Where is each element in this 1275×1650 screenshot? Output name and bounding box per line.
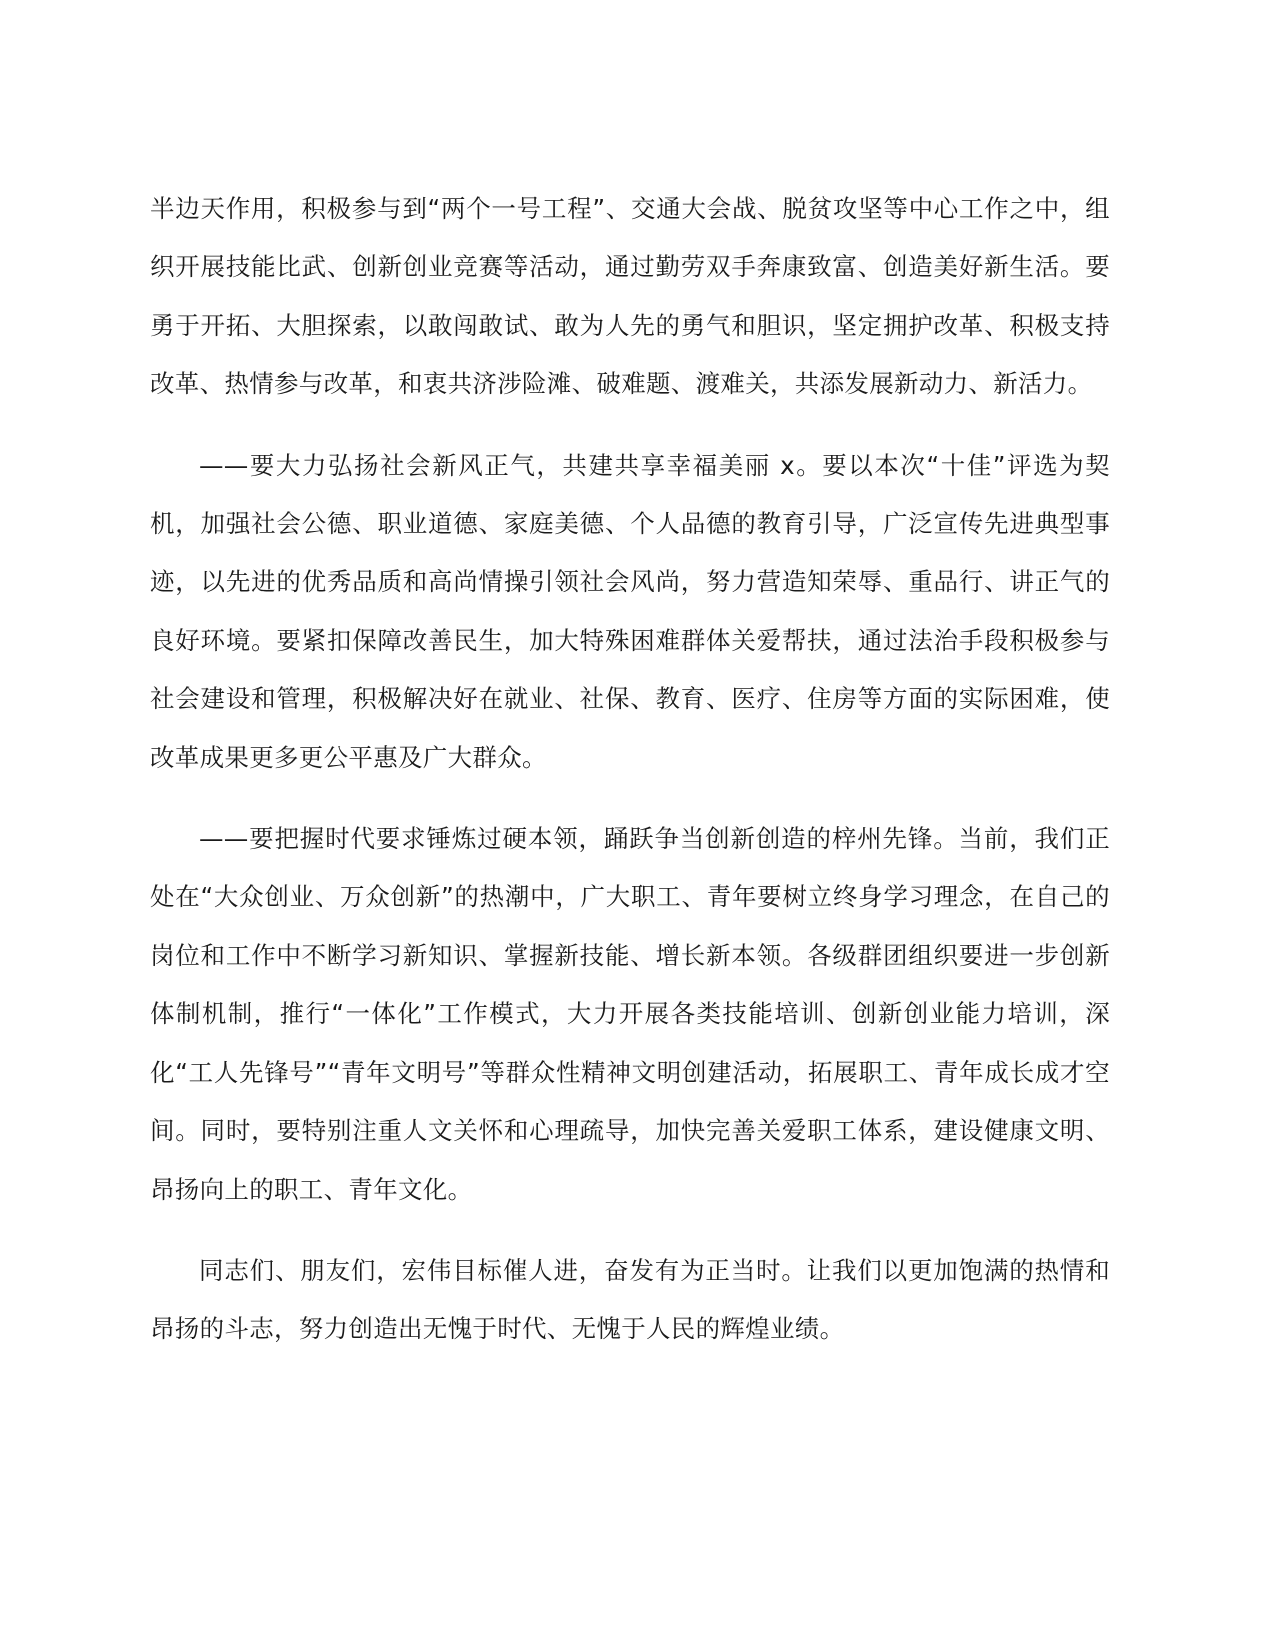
paragraph-1: 半边天作用，积极参与到“两个一号工程”、交通大会战、脱贫攻坚等中心工作之中，组织开展技能比武、创新创业竞赛等活动，通过勤劳双手奔康致富、创造美好新生活。要勇于开拓、大胆探索，以敢闯敢试、敢为人先的勇气和胆识，坚定拥护改革、积极支持改革、热情参与改革，和衷共济涉险滩、破难题、渡难关，共添发展新动力、新活力。 — [150, 194, 1110, 399]
document-body — [150, 180, 1110, 1359]
paragraph-3: ——要把握时代要求锤炼过硬本领，踊跃争当创新创造的梓州先锋。当前，我们正处在“大众创业、万众创新”的热潮中，广大职工、青年要树立终身学习理念，在自己的岗位和工作中不断学习新知识、掌握新技能、增长新本领。各级群团组织要进一步创新体制机制，推行“一体化”工作模式，大力开展各类技能培训、创新创业能力培训，深化“工人先锋号”“青年文明号”等群众性精神文明创建活动，拓展职工、青年成长成才空间。同时，要特别注重人文关怀和心理疏导，加快完善关爱职工体系，建设健康文明、昂扬向上的职工、青年文化。 — [150, 824, 1110, 1204]
paragraph-4: 同志们、朋友们，宏伟目标催人进，奋发有为正当时。让我们以更加饱满的热情和昂扬的斗志，努力创造出无愧于时代、无愧于人民的辉煌业绩。 — [150, 1255, 1110, 1344]
paragraph-2: ——要大力弘扬社会新风正气，共建共享幸福美丽 x。要以本次“十佳”评选为契机，加强社会公德、职业道德、家庭美德、个人品德的教育引导，广泛宣传先进典型事迹，以先进的优秀品质和高尚情操引领社会风尚，努力营造知荣辱、重品行、讲正气的良好环境。要紧扣保障改善民生，加大特殊困难群体关爱帮扶，通过法治手段积极参与社会建设和管理，积极解决好在就业、社保、教育、医疗、住房等方面的实际困难，使改革成果更多更公平惠及广大群众。 — [150, 450, 1110, 772]
